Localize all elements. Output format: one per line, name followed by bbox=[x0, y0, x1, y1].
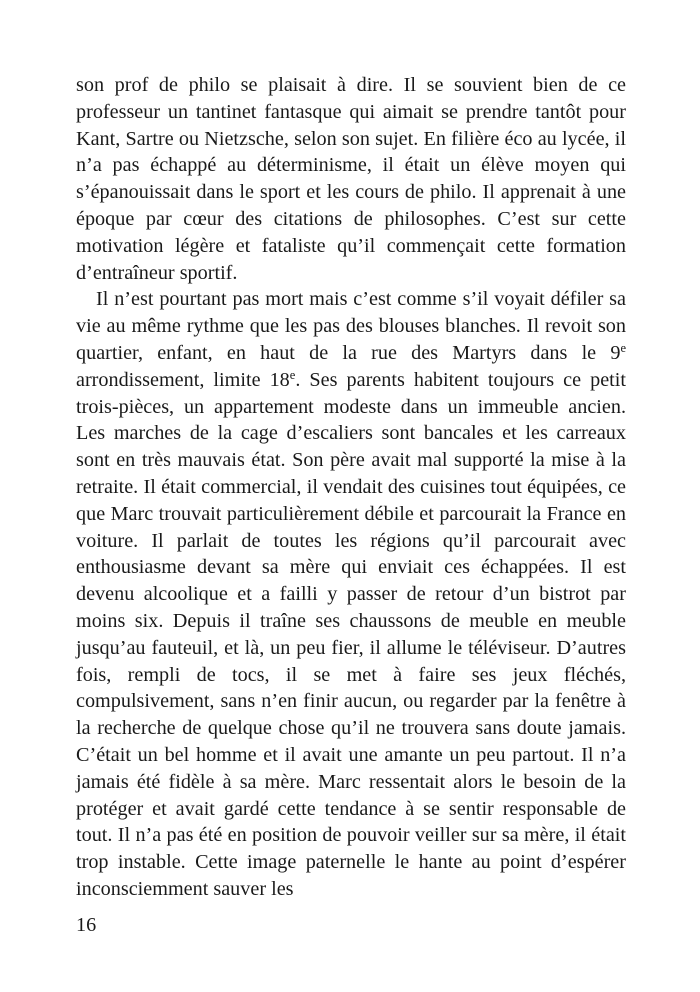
page-number: 16 bbox=[76, 914, 97, 936]
paragraph-1: son prof de philo se plaisait à dire. Il se souvient bien de ce professeur un tantinet fantasque qui aimait se prendre tantôt pour Kant, Sartre ou Nietzsche, selon son sujet. En filière éco au lycée, il n’a pas échappé au déterminisme, il était un élève moyen qui s’épanouissait dans le sport et les cours de philo. Il apprenait à une époque par cœur des citations de philosophes. C’est sur cette motivation légère et fataliste qu’il commençait cette formation d’entraîneur sportif. bbox=[76, 74, 626, 284]
superscript-e-ninth: e bbox=[620, 341, 626, 356]
paragraph-2-part-2: arrondissement, limite 18 bbox=[76, 368, 290, 391]
superscript-e-eighteenth: e bbox=[289, 367, 296, 382]
paragraph-2-part-3: . Ses parents habitent toujours ce petit trois-pièces, un appartement modeste dans un immeuble ancien. Les marches de la cage d’escaliers sont bancales et les carreaux sont en très mauvais état. Son père avait mal supporté la mise à la retraite. Il était commercial, il vendait des cuisines tout équipées, ce que Marc trouvait particulièrement débile et parcourait la France en voiture. Il parlait de toutes les régions qu’il parcourait avec enthousiasme devant sa mère qui enviait ces échappées. Il est devenu alcoolique et a failli y passer de retour d’un bistrot par moins six. Depuis il traîne ses chaussons de meuble en meuble jusqu’au fauteuil, et là, un peu fier, il allume le téléviseur. D’autres fois, rempli de tocs, il se met à faire ses jeux fléchés, compulsivement, sans n’en finir aucun, ou regarder par la fenêtre à la recherche de quelque chose qu’il ne trouvera sans doute jamais. C’était un bel homme et il avait une amante un peu partout. Il n’a jamais été fidèle à sa mère. Marc ressentait alors le besoin de la protéger et avait gardé cette tendance à se sentir responsable de tout. Il n’a pas été en position de pouvoir veiller sur sa mère, il était trop instable. Cette image paternelle le hante au point d’espérer inconsciemment sauver les bbox=[76, 368, 626, 900]
paragraph-2 bbox=[76, 286, 626, 902]
body-text bbox=[76, 72, 626, 903]
paragraph-2-part-1: Il n’est pourtant pas mort mais c’est comme s’il voyait défiler sa vie au même rythme que les pas des blouses blanches. Il revoit son quartier, enfant, en haut de la rue des Martyrs dans le 9 bbox=[76, 288, 626, 364]
